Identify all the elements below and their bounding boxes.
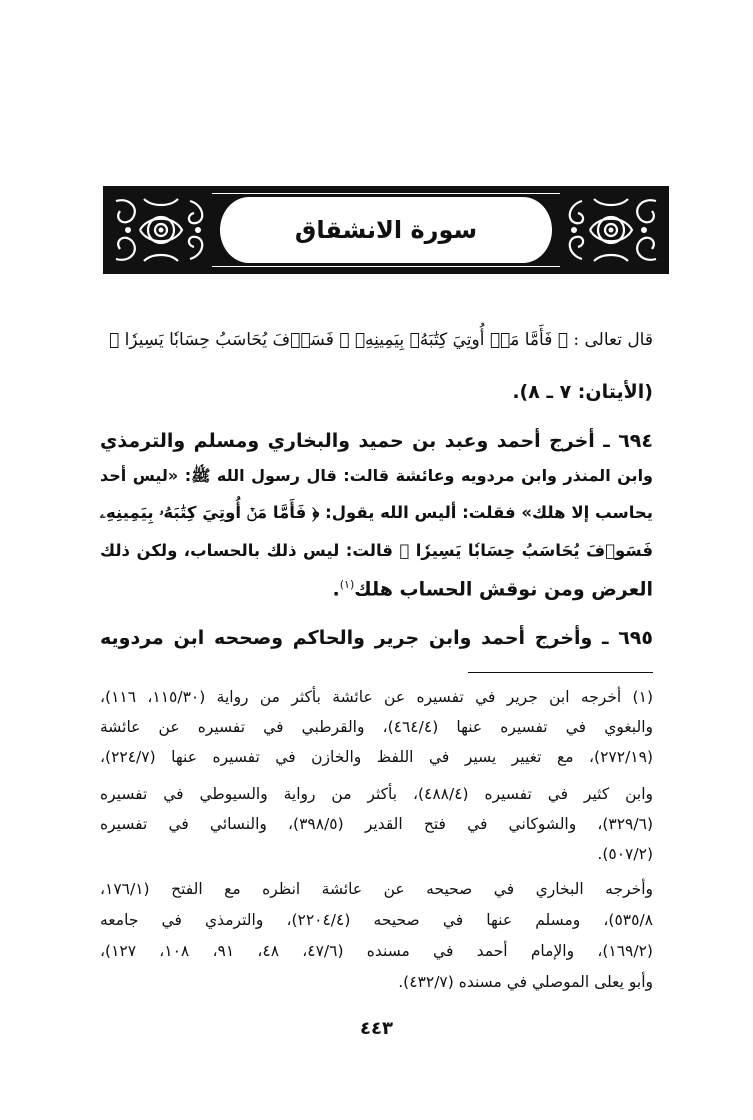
- page-number: ٤٤٣: [360, 1018, 393, 1039]
- footnote-line-7: وأخرجه البخاري في صحيحه عن عائشة انظره مع الفتح (١٧٦/١،: [100, 880, 653, 898]
- hadith-694-line-1: ٦٩٤ ـ أخرج أحمد وعبد بن حميد والبخاري ومسلم والترمذي: [100, 430, 653, 452]
- surah-title-cartouche: [218, 195, 554, 265]
- footnote-line-6: (٥٠٧/٢).: [597, 845, 653, 863]
- footnote-line-4: وابن كثير في تفسيره (٤٨٨/٤)، بأكثر من رواية والسيوطي في تفسيره: [100, 785, 654, 803]
- arabesque-ornament-right-icon: [560, 193, 662, 267]
- hadith-694-line-4: فَسَوۡفَ يُحَاسَبُ حِسَابٗا يَسِيرٗا ﴾ قالت: ليس ذلك بالحساب، ولكن ذلك: [100, 541, 653, 560]
- hadith-694-line-2: وابن المنذر وابن مردويه وعائشة قالت: قال رسول الله ﷺ: «ليس أحد: [100, 466, 653, 485]
- surah-header-frame: [103, 186, 669, 274]
- verse-intro-line: [100, 330, 653, 350]
- footnote-line-2: والبغوي في تفسيره عنها (٤٦٤/٤)، والقرطبي في تفسيره عن عائشة: [100, 718, 653, 736]
- hadith-694-closing-text: العرض ومن نوقش الحساب هلك: [354, 578, 653, 601]
- hadith-694-line-5: [100, 578, 653, 600]
- footnote-line-1: (١) أخرجه ابن جرير في تفسيره عن عائشة بأكثر من رواية (١١٥/٣٠، ١١٦)،: [100, 688, 653, 706]
- hadith-695-line-1: ٦٩٥ ـ وأخرج أحمد وابن جرير والحاكم وصححه ابن مردويه: [100, 627, 653, 649]
- footnote-line-5: (٣٢٩/٦)، والشوكاني في فتح القدير (٣٩٨/٥)، والنسائي في تفسيره: [100, 815, 653, 833]
- surah-title: سورة الانشقاق: [294, 216, 478, 244]
- footnote-line-3: (٢٧٢/١٩)، مع تغيير يسير في اللفظ والخازن في تفسيره عنها (٢٢٤/٧)،: [100, 748, 653, 766]
- footnote-line-9: (١٦٩/٢)، والإمام أحمد في مسنده (٤٧/٦، ٤٨، ٩١، ١٠٨، ١٢٧)،: [100, 942, 653, 960]
- footnote-line-10: وأبو يعلى الموصلي في مسنده (٤٣٢/٧).: [398, 973, 653, 991]
- closing-period: .: [332, 578, 340, 601]
- arabesque-ornament-left-icon: [110, 193, 212, 267]
- footnote-separator: [468, 672, 653, 673]
- footnote-line-8: ٥٣٥/٨)، ومسلم عنها في صحيحه (٢٢٠٤/٤)، والترمذي في جامعه: [100, 911, 654, 929]
- footnote-marker: (١): [339, 578, 355, 591]
- hadith-694-line-3: يحاسب إلا هلك» فقلت: أليس الله يقول: ﴿ فَأَمَّا مَنۡ أُوتِيَ كِتَٰبَهُۥ بِيَمِينِهِۦ: [99, 503, 653, 522]
- verse-reference: (الأيتان: ٧ ـ ٨).: [512, 381, 653, 403]
- quran-verse-text: قال تعالى : ﴿ فَأَمَّا مَنۡ أُوتِيَ كِتَٰبَهُۥ بِيَمِينِهِۦ ۞ فَسَوۡفَ يُحَاسَبُ حِسَابٗا يَسِيرٗا ﴾: [108, 330, 653, 350]
